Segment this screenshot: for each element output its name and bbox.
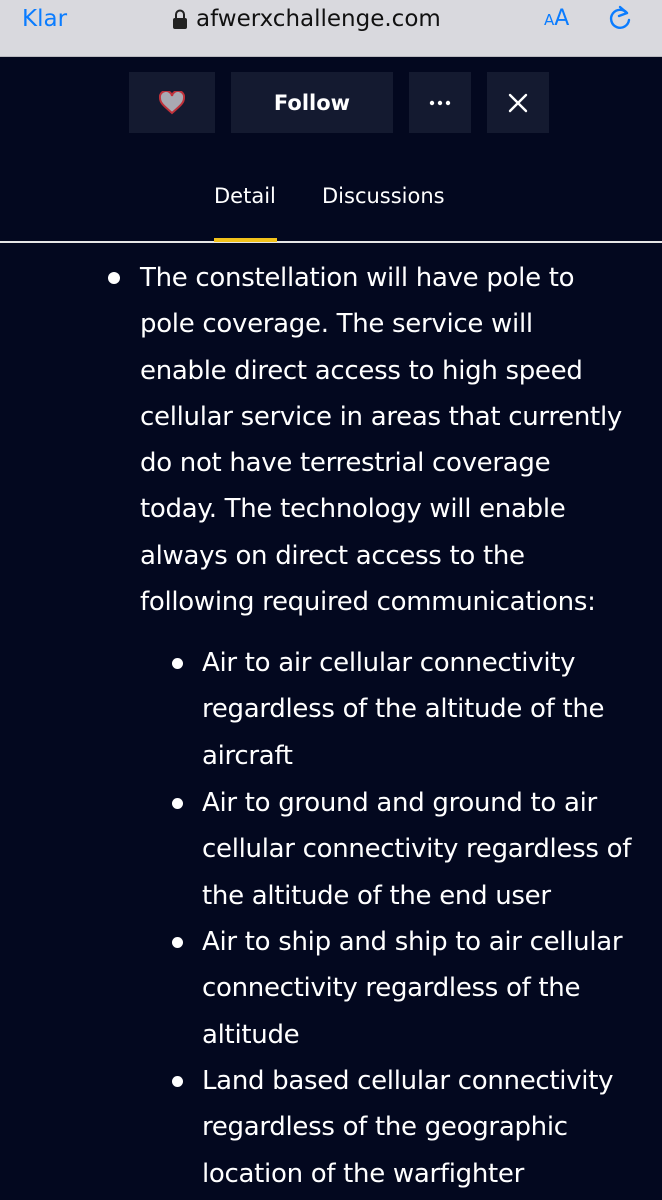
bullet-dot	[108, 272, 120, 284]
sub-bullet-text: Air to air cellular connectivity regardless of the altitude of the aircraft	[202, 648, 605, 771]
main-bullet-text: The constellation will have pole to pole coverage. The service will enable direct access to high speed cellular service in areas that currently do not have terrestrial coverage today. The technology will enable always on direct access to the following required communications:	[140, 263, 622, 618]
text-size-button[interactable]	[544, 4, 569, 34]
tabs-divider	[0, 241, 662, 243]
more-options-button[interactable]	[409, 72, 471, 133]
browser-address-bar	[0, 0, 662, 57]
sub-bullet-dot	[172, 658, 183, 669]
active-tab-indicator	[214, 238, 277, 242]
sub-bullet-text: Air to ship and ship to air cellular connectivity regardless of the altitude	[202, 927, 623, 1050]
tab-discussions[interactable]: Discussions	[322, 184, 445, 208]
sub-bullet-dot	[172, 937, 183, 948]
tab-detail[interactable]: Detail	[214, 184, 276, 208]
more-icon	[428, 99, 452, 107]
lock-icon	[172, 8, 188, 30]
url-text: afwerxchallenge.com	[196, 6, 441, 32]
url-field[interactable]	[172, 4, 441, 34]
sub-bullet-text: Land based cellular connectivity regardless of the geographic location of the warfighter	[202, 1066, 614, 1189]
text-size-big-a: A	[554, 6, 570, 31]
sub-bullet-text: Air to ground and ground to air cellular connectivity regardless of the altitude of the end user	[202, 788, 632, 911]
close-button[interactable]	[487, 72, 549, 133]
close-icon	[508, 93, 528, 113]
heart-icon	[159, 91, 185, 115]
back-to-app-button[interactable]: Klar	[22, 6, 68, 32]
follow-button[interactable]: Follow	[231, 72, 393, 133]
sub-bullet-dot	[172, 798, 183, 809]
favorite-button[interactable]	[129, 72, 215, 133]
reload-icon[interactable]	[606, 4, 634, 34]
sub-bullet-dot	[172, 1076, 183, 1087]
text-size-small-a: A	[544, 11, 555, 29]
